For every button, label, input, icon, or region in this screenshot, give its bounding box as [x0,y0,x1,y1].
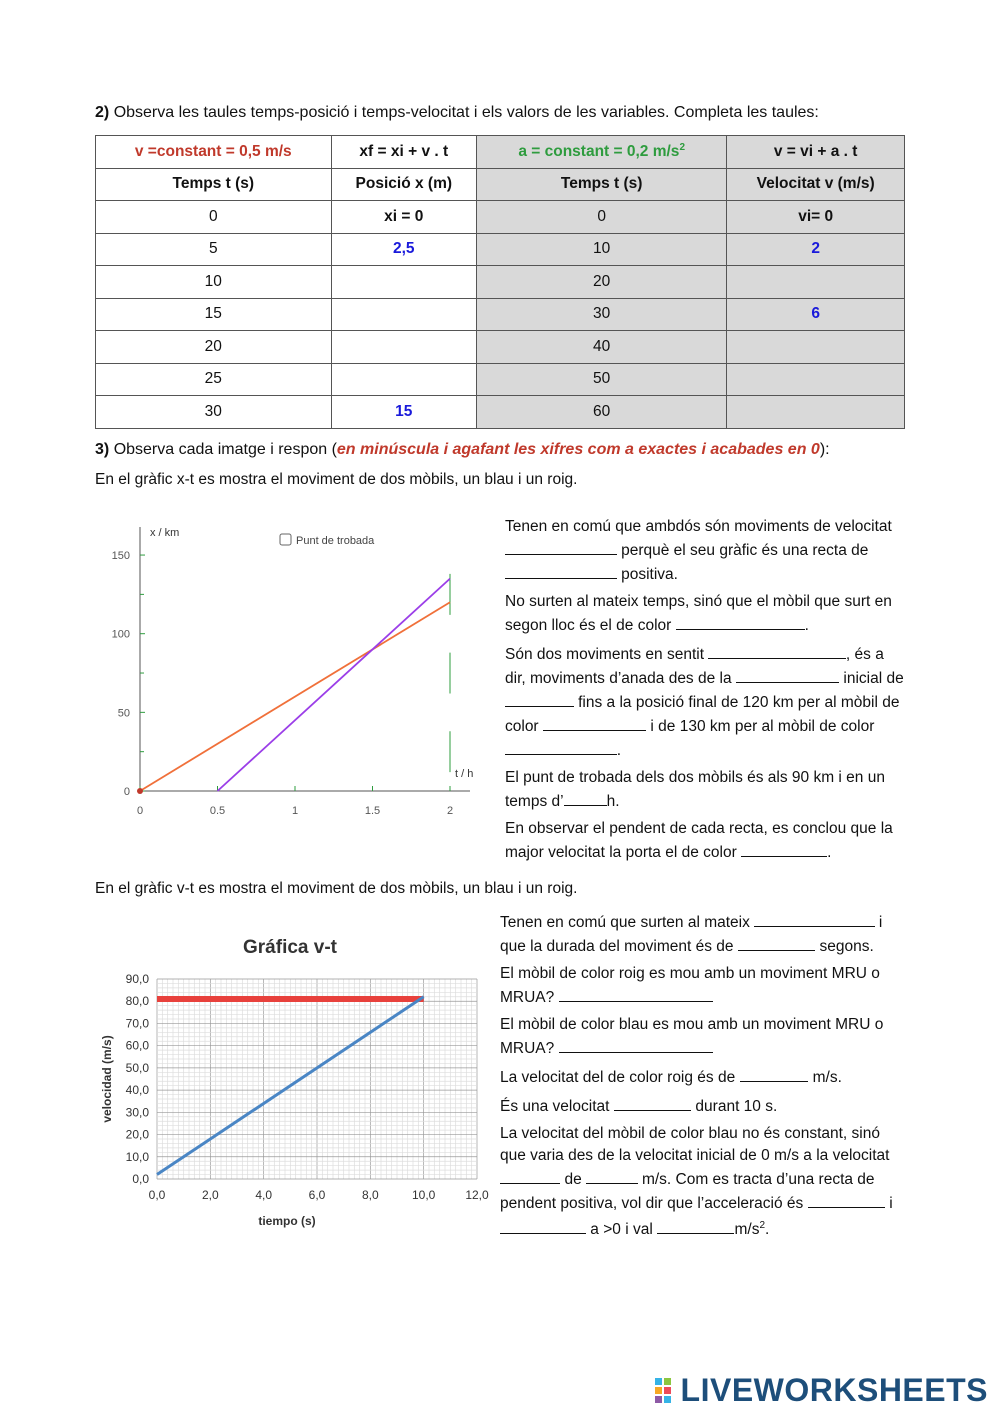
x-tick-label: 0 [136,805,144,817]
series-line-roig [140,602,450,791]
x-tick-label: 2 [446,805,454,817]
x-tick-label: 1.5 [364,805,381,817]
legend-label: Punt de trobada [296,535,375,547]
x-tick-label: 10,0 [411,1188,436,1202]
text-fragment: i de 130 km per al mòbil de color [646,718,875,735]
question-paragraph [505,591,905,637]
y-tick-label: 10,0 [125,1149,149,1164]
y-tick-label: 0,0 [132,1172,149,1186]
table-cell [727,331,905,364]
table-cell: 60 [477,396,727,429]
text-fragment: . [765,1221,770,1239]
xt-chart [100,515,490,825]
answer-blank[interactable] [505,562,617,579]
x-tick-label: 0,0 [148,1188,166,1202]
table-cell: 2,5 [331,233,476,266]
text-fragment: inicial de [839,670,904,687]
y-axis-label: x / km [150,527,180,539]
question-paragraph [500,910,905,958]
y-axis-label: velocidad (m/s) [100,1035,114,1123]
question-paragraph [505,818,905,864]
x-tick-label: 1 [291,805,299,817]
answer-blank[interactable] [740,1065,809,1082]
vt-chart [95,925,490,1235]
table-row [96,331,905,364]
y-tick-label: 40,0 [125,1083,149,1098]
x-tick-label: 6,0 [308,1188,326,1202]
superscript: 2 [759,1220,766,1231]
table-cell: xi = 0 [331,201,476,234]
text-fragment: i que la durada del moviment és de [500,914,883,955]
legend-checkbox [280,534,291,545]
text-fragment: durant 10 s. [691,1098,778,1115]
table-cell [331,298,476,331]
text-fragment: És una velocitat [500,1098,614,1115]
text-fragment: m/s [734,1221,760,1239]
vt-questions [500,910,905,1246]
origin-point [137,788,143,794]
text-fragment: segons. [815,938,874,955]
question-paragraph [505,767,905,813]
table-cell: 15 [331,396,476,429]
xt-intro: En el gràfic x-t es mostra el moviment de dos mòbils, un blau i un roig. [95,471,578,488]
text-fragment: m/s. Com es tracta d’una recta de pendent positiva, vol dir que l’acceleració és [500,1171,875,1212]
text-fragment: h. [606,793,620,810]
text-fragment: perquè el seu gràfic és una recta de [616,542,869,559]
x-tick-label: 0.5 [209,805,226,817]
question-paragraph [500,1065,905,1089]
col-velocity: Velocitat v (m/s) [727,168,905,201]
answer-blank[interactable] [559,1036,714,1053]
answer-blank[interactable] [505,738,617,755]
table-cell [331,363,476,396]
x-tick-label: 12,0 [465,1188,489,1202]
x-tick-label: 2,0 [201,1188,219,1202]
y-tick-label: 60,0 [125,1038,149,1053]
y-tick-label: 50,0 [125,1060,149,1075]
x-axis-label: tiempo (s) [258,1214,316,1228]
answer-blank[interactable] [736,666,839,683]
text-fragment: Tenen en comú que surten al mateix [500,914,755,931]
xt-questions [505,516,905,869]
header-position-formula: xf = xi + v . t [331,136,476,169]
header-v-constant: v =constant = 0,5 m/s [96,136,332,169]
table-cell [331,331,476,364]
table-cell: 30 [477,298,727,331]
table-cell: 25 [96,363,332,396]
answer-blank[interactable] [741,840,827,857]
text-fragment: . [804,617,809,634]
text-fragment: El punt de trobada dels dos mòbils és als 90 km i en un temps d’ [505,769,885,810]
y-tick-label: 70,0 [125,1016,149,1031]
y-tick-label: 50 [117,707,130,720]
answer-blank[interactable] [657,1217,734,1234]
header-velocity-formula: v = vi + a . t [727,136,905,169]
table-cell: 2 [727,233,905,266]
table-cell [331,266,476,299]
table-cell: 20 [96,331,332,364]
q3-prompt: 3) Observa cada imatge i respon (en minúscula i agafant les xifres com a exactes i acabades en 0): [95,441,830,458]
question-paragraph [505,642,905,762]
col-time-1: Temps t (s) [96,168,332,201]
table-cell: 0 [96,201,332,234]
text-fragment: Són dos moviments en sentit [505,646,709,663]
table-cell: 10 [477,233,727,266]
col-time-2: Temps t (s) [477,168,727,201]
table-cell: 6 [727,298,905,331]
y-tick-label: 0 [123,786,130,798]
text-fragment: de [560,1171,587,1188]
y-tick-label: 100 [111,628,130,641]
text-fragment: a >0 i val [586,1221,658,1239]
text-fragment: m/s. [808,1069,842,1086]
question-paragraph [500,1123,905,1241]
y-tick-label: 150 [111,550,130,563]
table-cell: 20 [477,266,727,299]
y-tick-label: 30,0 [125,1105,149,1120]
answer-blank[interactable] [543,714,646,731]
table-row [96,201,905,234]
x-tick-label: 8,0 [361,1188,379,1202]
answer-blank[interactable] [708,642,846,659]
text-fragment: No surten al mateix temps, sinó que el mòbil que surt en segon lloc és el de color [505,593,892,634]
question-paragraph [500,963,905,1009]
question-paragraph [500,1094,905,1118]
table-cell: 15 [96,298,332,331]
question-paragraph [505,516,905,586]
q2-table [95,135,905,429]
x-tick-label: 4,0 [255,1188,273,1202]
y-tick-label: 80,0 [125,994,149,1009]
text-fragment: . [616,742,622,759]
answer-blank[interactable] [676,613,805,630]
answer-blank[interactable] [808,1191,885,1208]
text-fragment: Tenen en comú que ambdós són moviments de velocitat [505,518,892,535]
table-row [96,266,905,299]
text-fragment: fins a la posició final de 120 km per al mòbil de color [505,694,900,735]
text-fragment: La velocitat del de color roig és de [500,1069,740,1086]
x-axis-label: t / h [455,768,474,780]
y-tick-label: 90,0 [125,972,149,986]
answer-blank[interactable] [500,1217,586,1234]
table-cell: 50 [477,363,727,396]
text-fragment: , és a dir, moviments d’anada des de la [505,646,884,687]
answer-blank[interactable] [505,538,617,555]
table-cell: 40 [477,331,727,364]
table-cell [727,266,905,299]
answer-blank[interactable] [738,934,815,951]
q2-prompt: 2) Observa les taules temps-posició i temps-velocitat i els valors de les variables. Completa les taules: [95,104,819,121]
table-cell: 10 [96,266,332,299]
table-cell: 30 [96,396,332,429]
table-row [96,298,905,331]
y-tick-label: 20,0 [125,1127,149,1142]
text-fragment: En observar el pendent de cada recta, es conclou que la major velocitat la porta el de color [505,820,893,861]
answer-blank[interactable] [754,910,874,927]
table-header-row-1 [96,136,905,169]
table-row [96,396,905,429]
liveworksheets-logo-icon [655,1378,681,1404]
answer-blank[interactable] [614,1094,691,1111]
vt-intro: En el gràfic v-t es mostra el moviment de dos mòbils, un blau i un roig. [95,880,578,897]
answer-blank[interactable] [559,985,714,1002]
answer-blank[interactable] [505,690,574,707]
liveworksheets-logo: LIVEWORKSHEETS [655,1372,988,1409]
answer-blank[interactable] [500,1167,560,1184]
question-paragraph [500,1014,905,1060]
table-cell: 0 [477,201,727,234]
text-fragment: . [827,844,832,861]
text-fragment: El mòbil de color blau es mou amb un moviment MRU o MRUA? [500,1016,884,1057]
answer-blank[interactable] [564,789,607,806]
text-fragment: i [884,1195,893,1212]
text-fragment: positiva. [616,566,678,583]
table-cell [727,363,905,396]
table-row [96,363,905,396]
answer-blank[interactable] [586,1167,638,1184]
table-cell [727,396,905,429]
chart-title: Gráfica v-t [243,937,337,958]
table-header-row-2 [96,168,905,201]
table-cell: 5 [96,233,332,266]
series-line-blau [218,579,451,791]
table-row [96,233,905,266]
table-cell: vi= 0 [727,201,905,234]
text-fragment: El mòbil de color roig es mou amb un moviment MRU o MRUA? [500,965,880,1006]
text-fragment: La velocitat del mòbil de color blau no és constant, sinó que varia des de la velocitat inicial de 0 m/s a la velocitat [500,1125,890,1164]
col-position: Posició x (m) [331,168,476,201]
header-a-constant: a = constant = 0,2 $m/s^2$ [477,136,727,169]
